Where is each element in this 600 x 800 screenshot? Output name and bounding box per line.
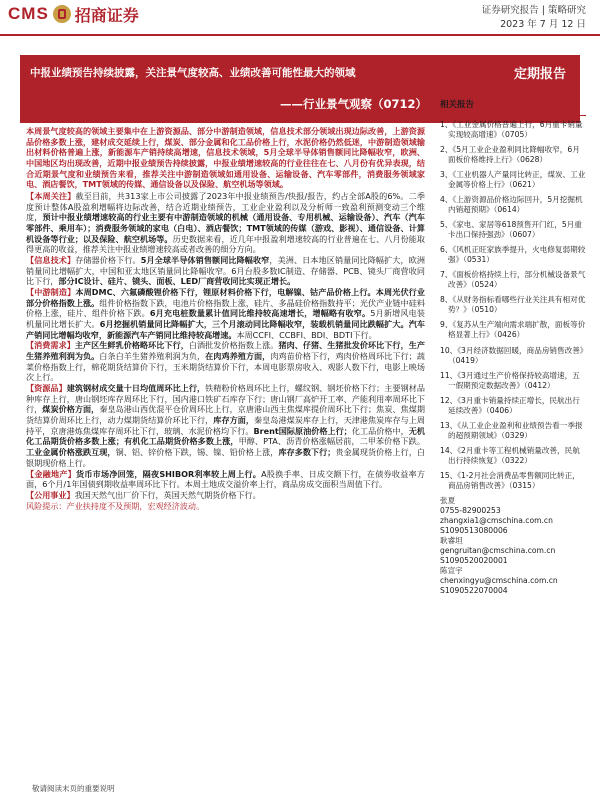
sections-container [26,191,425,500]
logo-cn: 招商证券 [74,5,139,25]
section-tag: 【消费需求】 [26,340,75,351]
section-paragraph [26,191,425,255]
section-text: 历史数据来看，近几年中报盈利增速较高的行业普遍在七、八月份能取得更高的收益，推荐关注中报业绩增速较高或者改善的细分方向。 [26,233,425,255]
main-content [26,126,425,511]
related-report-item[interactable]: 7、《面板价格持续上行，部分机械设备景气改善》（0524） [440,270,586,290]
related-reports-list [440,120,586,490]
related-report-item[interactable]: 2、《5月工业企业盈利同比降幅收窄，6月面板价格维持上行》（0628） [440,145,580,165]
analyst-cert: S1090520020001 [440,555,508,565]
sidebar [440,100,586,596]
section-text: 秦皇岛港山西优混平仓价周环比上行，京唐港山西主焦煤库提价周环比下行；焦炭、焦煤期货结算价周环比上行，动力煤期货结算价环比下行， [26,404,425,426]
related-report-item[interactable]: 10、《3月经济数据回暖，商品房销售改善》（0419） [440,345,584,365]
related-report-item[interactable]: 14、《2月重卡等工程机械销量改善，民航出行持续恢复》（0322） [440,445,580,465]
section-paragraph [26,340,425,383]
section-text: 6月挖掘机销量同比降幅扩大，三个月滚动同比降幅收窄，装载机销量同比跌幅扩大。汽车产销同比增幅均收窄，新能源汽车产销同比维持较高增速。 [26,319,425,340]
section-text: 6月充电桩数量累计值同比维持较高速增长，增幅略有收窄。 [149,308,371,319]
section-text: 贵金属现货价格上行，白银期现价格上行。 [26,447,425,468]
related-report-item[interactable]: 13、《从工业企业盈利和业绩预告看一季报的超预期领域》（0329） [440,420,583,440]
section-text: 本周DMC、六氟磷酸锂价格下行，锂原材料价格下行，电解镍、钴产品价格上行。本周光伏行业部分价格指数上涨。 [26,287,425,308]
section-text: 白酒批发价格指数上涨。 [188,340,279,351]
section-tag: 【本周关注】 [26,191,76,202]
analyst-cert: S1090513080006 [440,525,508,535]
logo-emblem-icon [53,5,71,23]
section-text: 工业金属价格涨跌互现， [26,447,116,458]
analyst-email[interactable]: gengruitan@cmschina.com.cn [440,545,556,555]
section-text: 主产区生鲜乳价格略环比下行， [74,340,189,351]
section-tag: 【信息技术】 [26,255,76,266]
report-label: 定期报告 [513,67,566,82]
analyst-info [440,496,586,596]
analyst-email[interactable]: chenxingyu@cmschina.com.cn [440,575,558,585]
section-paragraph [26,469,425,490]
analyst-cert: S1090522070004 [440,585,508,595]
section-text: 存储器价格下行。 [75,255,141,266]
section-paragraph [26,287,425,340]
footer-note: 敬请阅读末页的重要说明 [32,784,115,793]
related-report-item[interactable]: 4、《上游资源品价格边际回升，5月挖掘机内销超预期》（0614） [440,195,583,215]
section-text: A股换手率、日成交额下行，在债券收益率方面，6个月/1年国债到期收益率周环比下行。本周土地成交溢价率上行，商品房成交面积当周值下行。 [26,468,425,490]
section-text: 组件价格指数下跌，电池片价格指数上涨，硅片、多晶硅价格指数持平；光伏产业链中硅料价格上涨，硅片、组件价格下跌。 [26,297,425,319]
section-text: 预计中报业绩增速较高的行业主要有中游制造领域的机械（通用设备、专用机械、运输设备）、汽车（汽车零部件、乘用车）；消费服务领域的家电（白电）、酒店餐饮；TMT领域的传媒（游戏、影视）、通信设备、计算机设备等行业；以及保险、航空机场等。 [26,212,425,244]
section-text: 无机化工品期货价格多数上涨；有机化工品期货价格多数上涨， [26,425,425,447]
analyst-name: 陈宣宇 [440,565,463,575]
related-report-item[interactable]: 8、《从财务指标看哪些行业关注具有相对优势？》（0510） [440,295,586,315]
related-report-item[interactable]: 6、《风机正旺家族季提升，火电修复弱期较强》（0531） [440,245,586,265]
company-logo [8,2,139,26]
section-text: 肉鸡苗价格下行，鸡肉价格周环比下行；蔬菜价格指数上行，棉花期货结算价下行，玉米期货结算价下行，本周电影票房收入、观影人数下行，电影上映场次上行。 [26,351,425,383]
section-text: 化工品价格中， [351,425,409,436]
section-tag: 【中游制造】 [26,287,76,298]
section-text: 库存多数下行； [278,447,336,458]
section-paragraph [26,383,425,468]
section-text: 截至目前，共313家上市公司披露了2023年中报业绩预告/快报/报告，约占全部A股的6%。二季度预计整体A股盈利增幅将边际改善，结合近期业绩预告，工业企业盈利以及分析师一致盈利预测变动三个维度， [26,191,425,223]
analyst-name: 张夏 [440,495,456,505]
analyst-email[interactable]: zhangxia1@cmschina.com.cn [440,515,553,525]
section-text: 白条白羊生猪养殖利润为负， [99,351,206,362]
analyst-phone: 0755-82900253 [440,505,501,515]
page-header [0,0,600,40]
section-tag: 【公用事业】 [26,489,75,500]
section-text: 铁精粉价格周环比上行，螺纹钢、钢坯价格下行；主要钢材品种库存上行，唐山钢坯库存周环比下行，国内港口铁矿石库存下行；唐山钢厂高炉开工率、产能利用率周环比下行， [26,383,425,415]
section-text: 在肉鸡养殖方面， [205,351,271,362]
doc-date: 2023 年 7 月 12 日 [500,19,586,30]
section-tag: 【资源品】 [26,383,67,394]
section-text: 5月新增风电装机量同比增长扩大。 [26,308,425,330]
section-text: 本周CCFI、CCBFI、BDI、BDTI下行。 [236,329,377,340]
summary-paragraph: 本周景气度较高的领域主要集中在上游资源品、部分中游制造领域，信息技术部分领域出现边际改善，上游资源品价格多数上涨，建材成交延续上行，煤炭、部分金属和化工品价格上行，水泥价格仍然低迷，中游制造领域输出材料价格普遍上涨，新能源车产销持续高增速，信息技术领域，5月全球半导体销售额同比降幅收窄，欧洲、中国地区均出现改善，近期中报业绩预告持续披露，中报业绩增速较高的行业往往在七、八月份有优异表现，结合近期景气度和业绩预告来看，推荐关注中游制造领域如通用设备、运输设备、汽车零部件，消费服务领域家电、酒店餐饮，TMT领域的传媒、通信设备以及保险、航空机场等领域。 [26,126,425,190]
section-text: 我国天然气出厂价下行，英国天然气期货价格下行。 [74,489,261,500]
section-text: 库存方面， [213,415,255,426]
section-text: 部分IC设计、硅片、镜头、面板、LED厂商营收同比实现正增长。 [58,276,296,287]
section-tag: 【金融地产】 [26,468,76,479]
section-text: 5月全球半导体销售额同比降幅收窄 [140,255,270,266]
logo-text: CMS [8,4,49,23]
section-paragraph [26,255,425,287]
related-report-item[interactable]: 5、《家电、家居等618预售开门红，5月重卡出口保持强劲》（0607） [440,220,582,240]
header-divider [0,34,600,36]
section-text: 货币市场净回笼，隔夜SHIBOR利率较上周上行。 [76,468,262,479]
section-text: 建筑钢材成交量十日均值周环比上行， [66,383,206,394]
related-report-item[interactable]: 15、《1-2月社会消费品零售额同比转正，商品房销售改善》（0315） [440,470,580,490]
analyst-name: 耿睿坦 [440,535,463,545]
report-title: 中报业绩预告持续披露，关注景气度较高、业绩改善可能性最大的领域 [30,67,356,79]
section-text: 秦皇岛港煤炭库存上行，天津港焦炭库存与上周持平，京唐港炼焦煤库存周环比下行，玻璃、水泥价格均下行。 [26,415,425,436]
section-text: 煤炭价格方面， [42,404,100,415]
section-text: 甲醇、PTA、沥青价格涨幅居前，二甲苯价格下跌。 [238,436,425,447]
doc-type: 证券研究报告 | 策略研究 [481,5,586,16]
related-report-item[interactable]: 3、《工业机器人产量同比转正，煤炭、工业金属等价格上行》（0621） [440,170,586,190]
section-paragraph [26,490,425,501]
related-report-item[interactable]: 9、《复苏从生产端向需求端扩散，面板等价格显著上行》（0426） [440,320,586,340]
section-text: 猪肉、仔猪、生猪批发价环比下行，生产生猪养殖利润为负。 [26,340,425,362]
related-divider [440,115,586,116]
section-text: 铜、铝、锌价格下跌，锡、镍、铅价格上涨， [115,447,279,458]
risk-warning: 风险提示：产业扶持度不及预期，宏观经济波动。 [26,500,205,511]
section-text: Brent国际原油价格上行； [253,425,352,436]
related-reports-title: 相关报告 [440,100,475,110]
section-text: ，美洲、日本地区销量同比降幅扩大，欧洲销量同比增幅扩大，中国和亚太地区销量同比降幅收窄。6月台股多数IC制造、存储器、PCB、镜头厂商营收同比下行， [26,255,425,287]
related-report-item[interactable]: 1、《工业金属价格普遍上行，6月重卡销量实现较高增速》（0705） [440,120,583,140]
report-subtitle: ——行业景气观察（0712） [280,97,428,111]
related-report-item[interactable]: 12、《3月重卡销量持续正增长，民航出行延续改善》（0406） [440,395,580,415]
related-report-item[interactable]: 11、《3月通过生产价格保持较高增速，五一假期预定数据改善》（0412） [440,370,580,390]
